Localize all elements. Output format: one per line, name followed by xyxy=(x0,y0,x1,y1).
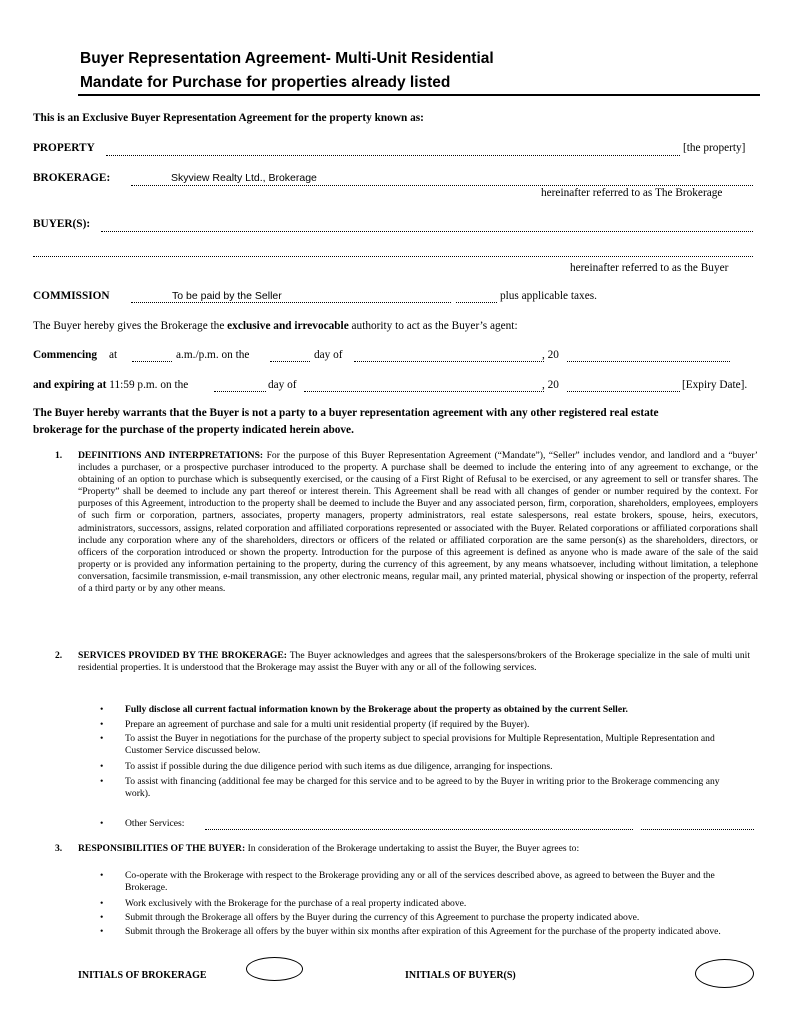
buyers-referred: hereinafter referred to as the Buyer xyxy=(570,262,729,274)
section-2-number: 2. xyxy=(55,650,63,661)
commencing-ampm: a.m./p.m. on the xyxy=(176,349,250,361)
commencing-at: at xyxy=(109,349,118,361)
commencing-day-field[interactable] xyxy=(270,361,310,362)
warrant-line-2: brokerage for the purchase of the property indicated herein above. xyxy=(33,424,354,436)
commencing-dayof: day of xyxy=(314,349,343,361)
commencing-year-field[interactable] xyxy=(567,361,730,362)
document-title-line-2: Mandate for Purchase for properties already listed xyxy=(80,74,451,91)
expiring-label: and expiring at 11:59 p.m. on the xyxy=(33,379,189,391)
buyers-field-line-2[interactable] xyxy=(33,256,753,257)
other-services-field-2[interactable] xyxy=(641,829,754,830)
expiring-year-field[interactable] xyxy=(567,391,680,392)
buyers-label: BUYER(S): xyxy=(33,218,91,230)
property-label: PROPERTY xyxy=(33,142,95,154)
expiring-year-prefix: , 20 xyxy=(542,379,559,391)
brokerage-label: BROKERAGE: xyxy=(33,172,111,184)
section-1-number: 1. xyxy=(55,450,63,461)
warrant-line-1: The Buyer hereby warrants that the Buyer is not a party to a buyer representation agreement with any other registered real estate xyxy=(33,407,659,419)
commencing-time-field[interactable] xyxy=(132,361,172,362)
property-suffix: [the property] xyxy=(683,142,746,154)
brokerage-field[interactable] xyxy=(131,185,753,186)
section-3-number: 3. xyxy=(55,843,63,854)
other-services-field-1[interactable] xyxy=(205,829,633,830)
expiring-suffix: [Expiry Date]. xyxy=(682,379,748,391)
commencing-year-prefix: , 20 xyxy=(542,349,559,361)
header-rule xyxy=(78,94,760,96)
document-title-line-1: Buyer Representation Agreement- Multi-Unit Residential xyxy=(80,50,494,67)
section-2-services: SERVICES PROVIDED BY THE BROKERAGE: The Buyer acknowledges and agrees that the salespersons/brokers of the Brokerage specialize in the sale of multi unit residential properties. It is understood that the Brokerage may assist the Buyer with any or all of the following services. xyxy=(78,650,750,674)
commission-field[interactable] xyxy=(131,302,451,303)
commission-label: COMMISSION xyxy=(33,290,110,302)
commission-amount-field[interactable] xyxy=(456,302,497,303)
expiring-day-field[interactable] xyxy=(214,391,266,392)
intro-text: This is an Exclusive Buyer Representation Agreement for the property known as: xyxy=(33,112,424,124)
section-3-responsibilities: RESPONSIBILITIES OF THE BUYER: In consideration of the Brokerage undertaking to assist the Buyer, the Buyer agrees to: xyxy=(78,843,580,854)
property-field[interactable] xyxy=(106,155,680,156)
buyers-field-line-1[interactable] xyxy=(101,231,753,232)
initials-brokerage-oval[interactable] xyxy=(246,957,303,981)
expiring-dayof: day of xyxy=(268,379,297,391)
commission-suffix: plus applicable taxes. xyxy=(500,290,597,302)
commencing-month-field[interactable] xyxy=(354,361,544,362)
initials-brokerage-label: INITIALS OF BROKERAGE xyxy=(78,970,207,981)
commencing-label: Commencing xyxy=(33,349,98,361)
brokerage-referred: hereinafter referred to as The Brokerage xyxy=(541,187,723,199)
brokerage-value: Skyview Realty Ltd., Brokerage xyxy=(171,172,317,184)
commission-value: To be paid by the Seller xyxy=(172,290,282,302)
expiring-month-field[interactable] xyxy=(304,391,544,392)
authority-statement: The Buyer hereby gives the Brokerage the exclusive and irrevocable authority to act as the Buyer’s agent: xyxy=(33,320,518,332)
initials-buyers-label: INITIALS OF BUYER(S) xyxy=(405,970,516,981)
initials-buyers-oval[interactable] xyxy=(695,959,754,988)
section-1-definitions: DEFINITIONS AND INTERPRETATIONS: For the purpose of this Buyer Representation Agreement (“Mandate”), “Seller” includes vendor, and landlord and a “buyer’ includes a purchaser, or a prospective purchaser introduced to the property. A purchase shall be deemed to include the entering into of any agreement to exchange, or the obtaining of an option to purchase which is subsequently exercised, or the causing of a First Right of Refusal to be exercised, or any agreement to sell or transfer shares. The “Property” shall be deemed to include any part thereof or interest therein. This Agreement shall be read with all changes of gender or number required by the context. For purposes of this Agreement, introduction to the property shall be deemed to include the Buyer and any associated person, firm, corporation, shareholders, employees, employers of such firm or corporation, partners, associates, property managers, property administrators, real estate salespersons, real estate brokers, spouse, heirs, executors, administrators, successors, assigns, related corporation and affiliated corporations represented or associated with the Buyer. Related corporations or affiliated corporations shall include any corporation where any of the shareholders, directors or officers of the related or affiliated corporation are the same person(s) as the shareholders, directors, or officers of the corporation introduced or shown the property. Introduction for the purpose of this agreement is defined as anyone who is made aware of the sale of the said property or is provided any information pertaining to the property, during the currency of this agreement, by any means whatsoever, including without limitation, a telephone conversation, facsimile transmission, e-mail transmission, any other electronic means, regular mail, any printed material, physical showing or inspection of the property, referral of a third party or by any other means. xyxy=(78,450,759,595)
